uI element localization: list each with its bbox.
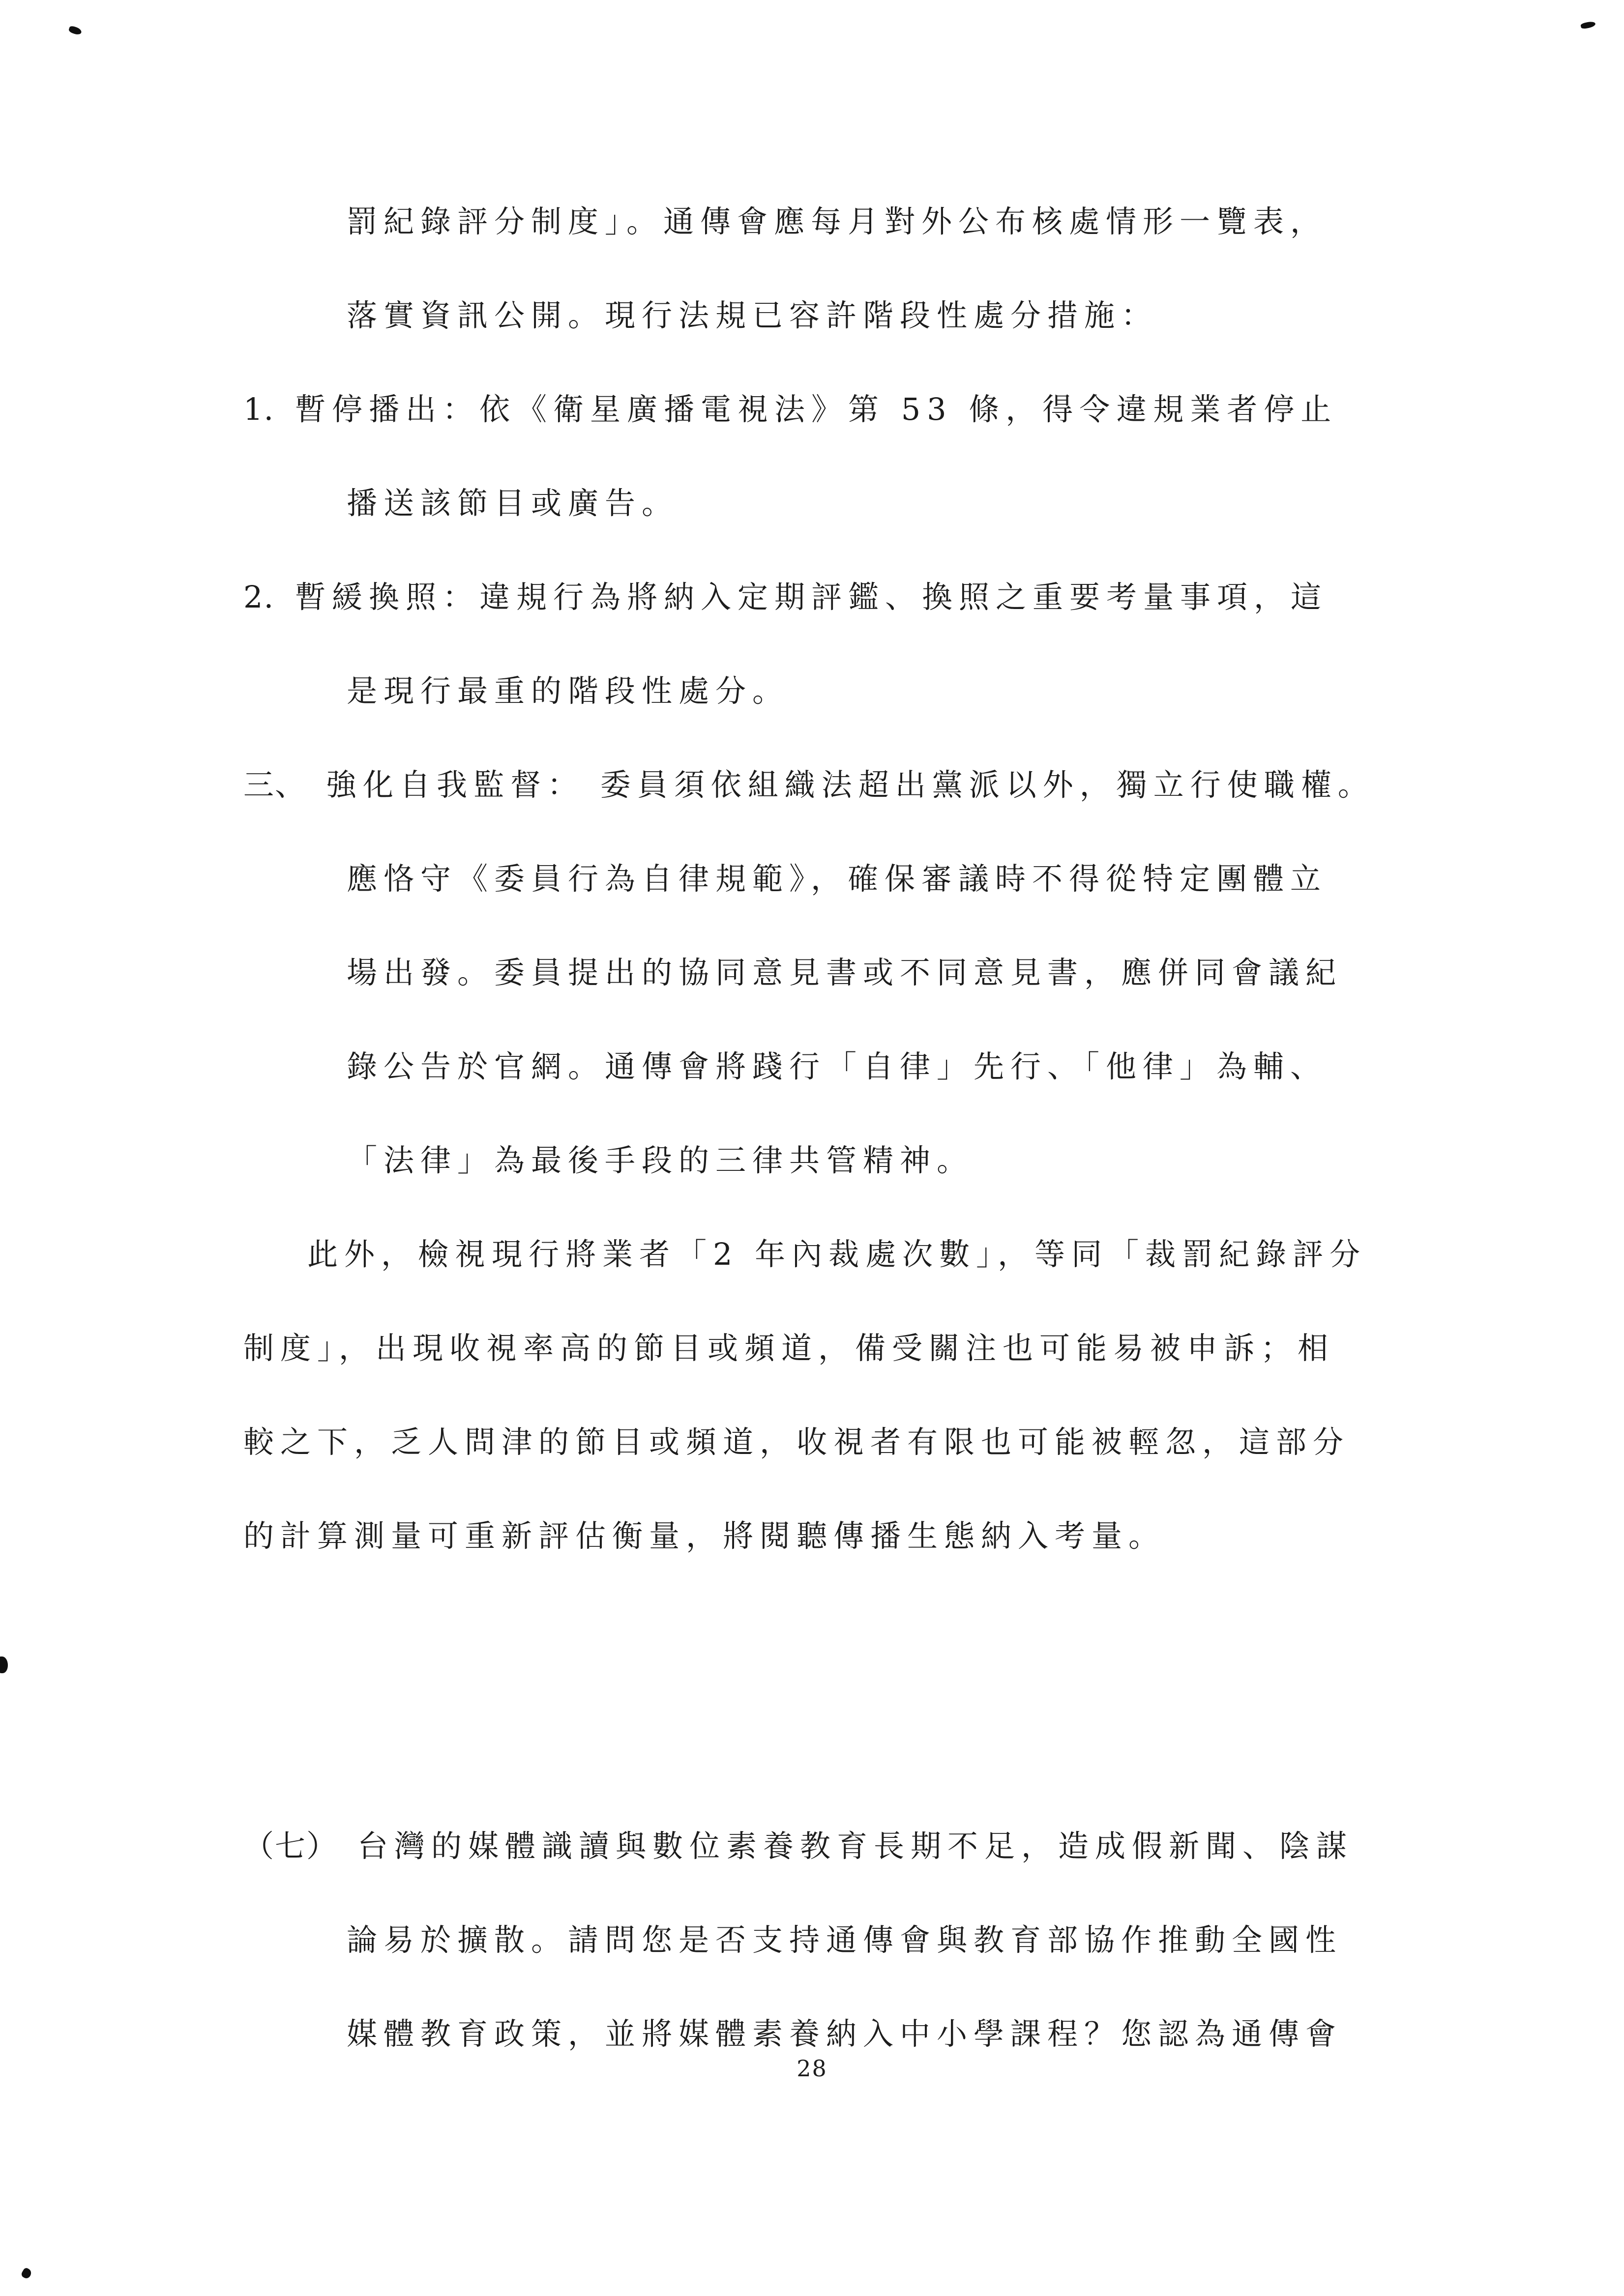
line-text: 強化自我監督： 委員須依組織法超出黨派以外，獨立行使職權。 — [326, 767, 1375, 803]
text-line — [243, 644, 1448, 738]
text-line — [243, 832, 1448, 926]
line-text: 此外，檢視現行將業者「2 年內裁處次數」，等同「裁罰紀錄評分 — [307, 1236, 1367, 1272]
text-line — [243, 174, 1448, 268]
line-text: 播送該節目或廣告。 — [347, 485, 679, 521]
list-item-line — [243, 362, 1448, 456]
line-text: 論易於擴散。請問您是否支持通傳會與教育部協作推動全國性 — [347, 1922, 1343, 1958]
line-text: 應恪守《委員行為自律規範》，確保審議時不得從特定團體立 — [347, 861, 1328, 897]
list-item-line — [243, 550, 1448, 644]
line-text: 場出發。委員提出的協同意見書或不同意見書，應併同會議紀 — [347, 955, 1343, 990]
scan-artifact — [1580, 21, 1596, 29]
scan-artifact — [20, 2267, 33, 2280]
scan-artifact — [0, 1657, 8, 1673]
text-line — [243, 456, 1448, 550]
paragraph-line — [243, 1207, 1448, 1301]
paragraph-line — [243, 1489, 1448, 1583]
line-text: 是現行最重的階段性處分。 — [347, 673, 790, 709]
paragraph-line — [243, 1395, 1448, 1489]
text-line — [243, 268, 1448, 362]
list-item-line — [243, 1799, 1448, 1893]
line-text: 罰紀錄評分制度」。通傳會應每月對外公布核處情形一覽表， — [347, 203, 1328, 239]
line-text: 較之下，乏人問津的節目或頻道，收視者有限也可能被輕忽，這部分 — [243, 1424, 1350, 1460]
text-line — [243, 1113, 1448, 1207]
line-text: 媒體教育政策，並將媒體素養納入中小學課程？您認為通傳會 — [347, 2016, 1343, 2052]
list-marker: 三、 — [243, 767, 307, 803]
line-text: 暫緩換照：違規行為將納入定期評鑑、換照之重要考量事項，這 — [295, 579, 1328, 615]
section-gap — [243, 1583, 1448, 1799]
line-text: 的計算測量可重新評估衡量，將閱聽傳播生態納入考量。 — [243, 1518, 1166, 1554]
page-number: 28 — [797, 2055, 827, 2082]
paragraph-line — [243, 1301, 1448, 1395]
list-item-line — [243, 738, 1448, 832]
scan-artifact — [68, 25, 82, 35]
line-text: 暫停播出：依《衛星廣播電視法》第 53 條，得令違規業者停止 — [295, 391, 1338, 427]
text-line — [243, 1893, 1448, 1987]
list-marker: （七） — [243, 1828, 338, 1864]
text-line — [243, 1019, 1448, 1113]
list-marker: 1. — [243, 391, 275, 427]
text-line — [243, 926, 1448, 1019]
list-marker: 2. — [243, 579, 275, 615]
line-text: 「法律」為最後手段的三律共管精神。 — [347, 1142, 974, 1178]
line-text: 落實資訊公開。現行法規已容許階段性處分措施： — [347, 297, 1158, 333]
line-text: 台灣的媒體識讀與數位素養教育長期不足，造成假新聞、陰謀 — [357, 1828, 1354, 1864]
line-text: 制度」，出現收視率高的節目或頻道，備受關注也可能易被申訴；相 — [243, 1330, 1335, 1366]
line-text: 錄公告於官網。通傳會將踐行「自律」先行、「他律」為輔、 — [347, 1048, 1328, 1084]
document-body — [243, 174, 1448, 2081]
